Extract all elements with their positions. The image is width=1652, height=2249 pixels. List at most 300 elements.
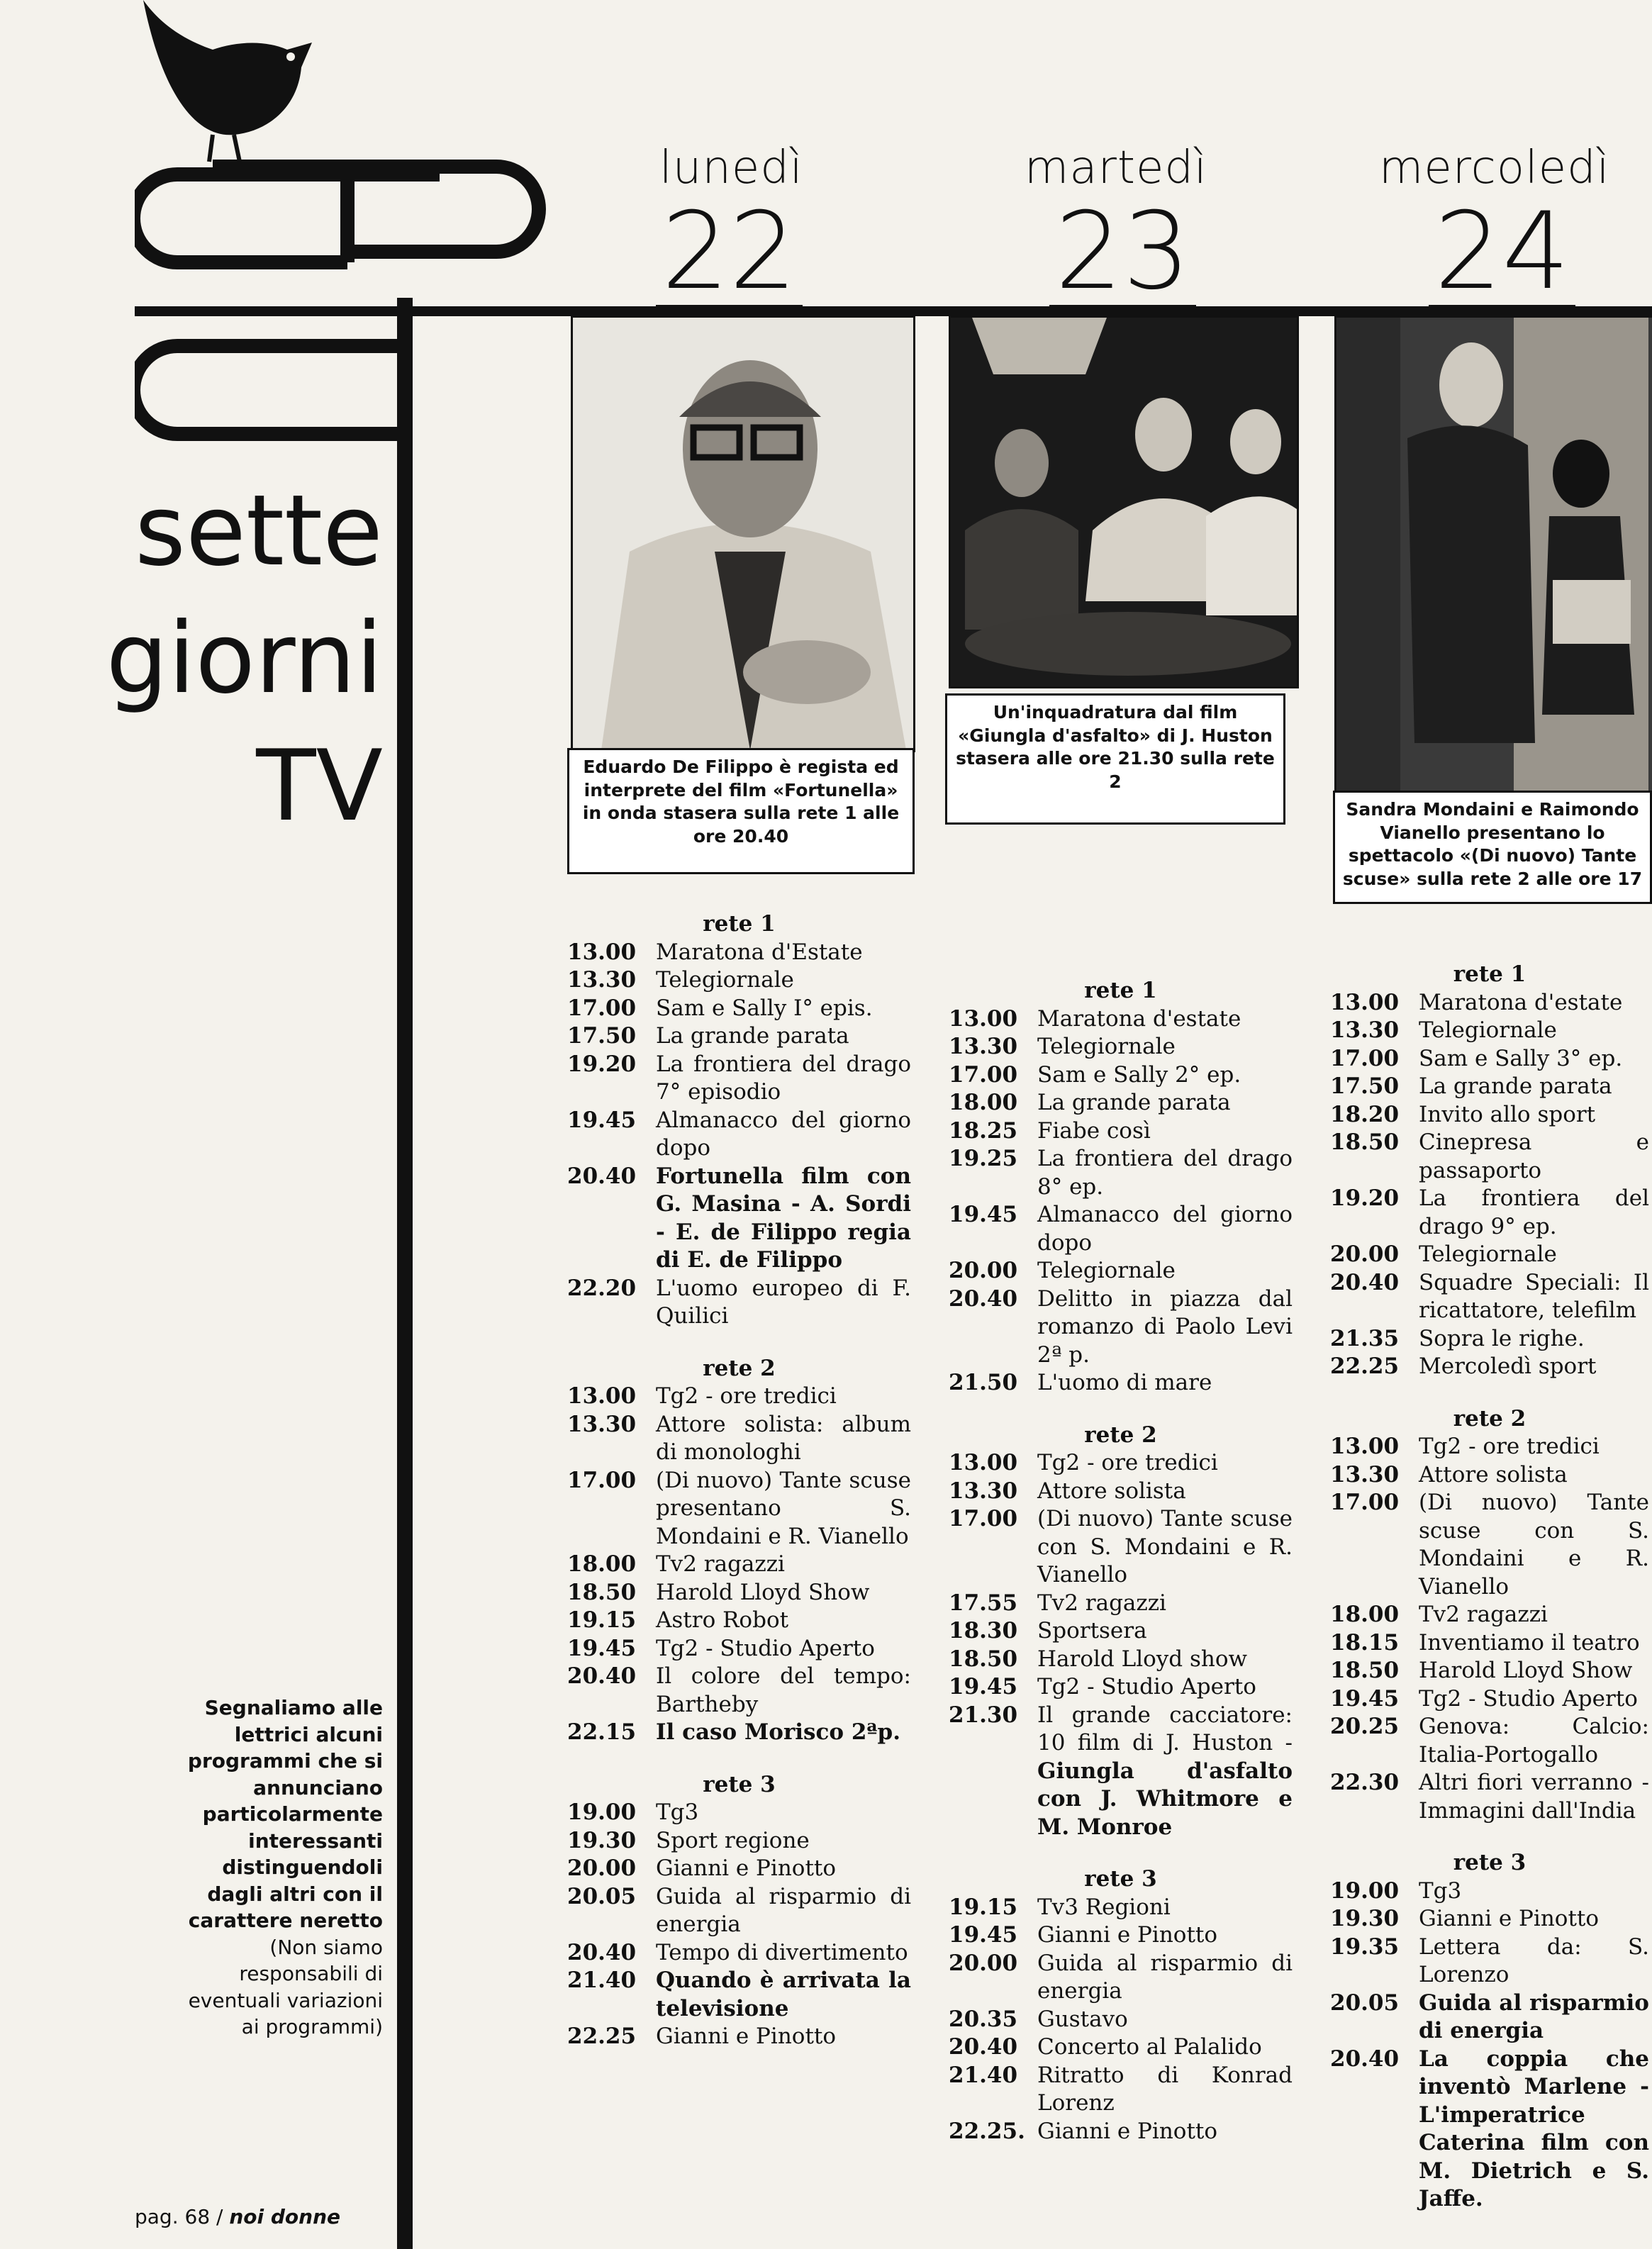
channel-heading: rete 1	[703, 911, 776, 937]
program-time: 19.25	[949, 1146, 1018, 1171]
program-time: 13.30	[949, 1478, 1018, 1504]
program-text: Attore solista: album di monologhi	[656, 1411, 911, 1465]
program-text: Tv3 Regioni	[1037, 1894, 1171, 1920]
program-title	[656, 1411, 911, 1467]
program-text: Delitto in piazza dal romanzo di Paolo Levi 2ª p.	[1037, 1285, 1293, 1368]
program-text: Guida al risparmio di energia	[1037, 1950, 1293, 2004]
day-name-monday: lunedì	[659, 142, 803, 194]
day-name-tuesday: martedì	[1025, 142, 1207, 194]
program-time: 20.00	[1330, 1241, 1400, 1267]
program-text: Almanacco del giorno dopo	[1037, 1202, 1293, 1256]
program-title	[656, 1579, 911, 1607]
program-time: 20.40	[1330, 2046, 1400, 2072]
program-time: 20.05	[1330, 1989, 1400, 2016]
program-row	[1330, 1489, 1649, 1601]
program-row	[949, 1950, 1293, 2006]
program-row	[567, 1275, 911, 1331]
program-row	[949, 1449, 1293, 1478]
program-row	[949, 1505, 1293, 1590]
program-text: Sportsera	[1037, 1618, 1147, 1644]
program-row	[949, 1673, 1293, 1702]
program-title	[1037, 1950, 1293, 2006]
program-title	[1037, 1005, 1293, 1034]
program-time: 20.00	[949, 1950, 1018, 1976]
program-time: 17.50	[567, 1023, 637, 1049]
program-time: 19.20	[567, 1051, 637, 1077]
program-title	[1037, 1257, 1293, 1285]
program-title	[1419, 1045, 1649, 1073]
program-row	[567, 1967, 911, 2023]
program-time: 20.35	[949, 2006, 1018, 2032]
program-title	[1037, 2033, 1293, 2062]
program-row	[949, 1894, 1293, 1922]
program-row	[567, 1799, 911, 1827]
program-row	[567, 1663, 911, 1719]
program-title	[656, 1107, 911, 1163]
program-text: Gianni e Pinotto	[1037, 2118, 1218, 2144]
program-text: Attore solista	[1037, 1478, 1186, 1504]
program-time: 13.00	[567, 1383, 637, 1409]
program-time: 22.30	[1330, 1770, 1400, 1795]
program-row	[949, 1617, 1293, 1646]
program-row	[1330, 1601, 1649, 1629]
program-row	[949, 1033, 1293, 1061]
program-time: 21.30	[949, 1702, 1018, 1728]
program-title	[656, 1275, 911, 1331]
program-text: La grande parata	[1419, 1073, 1612, 1099]
program-row	[1330, 2046, 1649, 2214]
program-text: Tg2 - Studio Aperto	[656, 1635, 875, 1661]
program-row	[567, 1855, 911, 1883]
program-time: 18.00	[567, 1551, 637, 1577]
portrait-illustration	[573, 318, 913, 750]
day-number-tuesday: 23	[1049, 199, 1196, 311]
day-name-wednesday: mercoledì	[1379, 142, 1610, 194]
program-title	[1419, 1877, 1649, 1906]
program-title	[1037, 1033, 1293, 1061]
channel-heading: rete 2	[1453, 1405, 1527, 1432]
program-text: Tg2 - ore tredici	[1419, 1434, 1600, 1459]
program-time: 13.00	[567, 939, 637, 965]
program-row	[1330, 1325, 1649, 1354]
program-title	[1419, 1129, 1649, 1185]
program-text: L'uomo di mare	[1037, 1370, 1212, 1395]
program-time: 17.00	[949, 1061, 1018, 1088]
program-row	[949, 1089, 1293, 1117]
program-text: Tg2 - Studio Aperto	[1419, 1685, 1638, 1712]
program-text: L'uomo europeo di F. Quilici	[656, 1275, 911, 1329]
program-title	[1037, 1617, 1293, 1646]
program-time: 19.35	[1330, 1933, 1400, 1960]
program-row	[949, 2033, 1293, 2062]
program-title	[656, 1051, 911, 1107]
program-text: Sam e Sally 2° ep.	[1037, 1061, 1241, 1088]
program-title	[1037, 1201, 1293, 1257]
program-title	[1037, 1702, 1293, 1842]
program-time: 18.50	[1330, 1658, 1400, 1683]
program-time: 17.00	[567, 1467, 637, 1493]
program-title	[1419, 989, 1649, 1017]
program-text: Maratona d'Estate	[656, 939, 863, 965]
program-text: Tg2 - ore tredici	[656, 1383, 837, 1409]
program-title	[1419, 1353, 1649, 1381]
program-time: 18.15	[1330, 1629, 1400, 1656]
program-row	[1330, 1241, 1649, 1269]
channel-heading: rete 1	[1453, 961, 1527, 987]
program-row	[1330, 1769, 1649, 1825]
program-row	[949, 1921, 1293, 1950]
program-time: 19.45	[949, 1202, 1018, 1227]
program-text: Gianni e Pinotto	[1037, 1922, 1218, 1948]
program-time: 19.45	[567, 1635, 637, 1661]
channel-heading: rete 3	[1453, 1850, 1527, 1875]
program-row	[1330, 989, 1649, 1017]
program-row	[949, 1061, 1293, 1090]
program-title	[1037, 1285, 1293, 1370]
program-time: 19.00	[1330, 1877, 1400, 1904]
program-time: 19.45	[949, 1922, 1018, 1948]
program-title	[1419, 1433, 1649, 1461]
program-text: Tempo di divertimento	[656, 1939, 908, 1965]
program-text: La frontiera del drago 8° ep.	[1037, 1146, 1293, 1200]
program-time: 22.20	[567, 1275, 637, 1301]
program-time: 17.55	[949, 1590, 1018, 1616]
program-text: Mercoledì sport	[1419, 1354, 1597, 1379]
program-text: Sam e Sally 3° ep.	[1419, 1045, 1623, 1071]
page-number: pag. 68 /	[135, 2205, 223, 2228]
program-time: 20.00	[567, 1855, 637, 1881]
program-time: 13.30	[567, 967, 637, 993]
program-row	[567, 1383, 911, 1411]
program-text: Sam e Sally I° epis.	[656, 995, 873, 1021]
program-title	[1037, 1117, 1293, 1146]
program-title	[1419, 1933, 1649, 1989]
program-row	[567, 1051, 911, 1107]
program-time: 20.40	[567, 1663, 637, 1689]
program-row	[1330, 1685, 1649, 1714]
program-row	[1330, 1877, 1649, 1906]
program-row	[567, 1107, 911, 1163]
program-title	[1419, 1101, 1649, 1129]
program-title	[656, 1827, 911, 1855]
program-row	[1330, 1713, 1649, 1769]
program-time: 20.40	[567, 1939, 637, 1965]
legend-note-text: Segnaliamo alle lettrici alcuni programmi che si annunciano particolarmente interessanti distinguendoli dagli altri con il carattere neretto	[187, 1696, 383, 1932]
program-row	[1330, 1073, 1649, 1101]
program-time: 17.00	[1330, 1045, 1400, 1071]
program-text: Tg3	[1419, 1877, 1462, 1904]
program-title	[1037, 1590, 1293, 1618]
program-row	[567, 1607, 911, 1635]
photo-giungla-dasfalto	[949, 316, 1299, 688]
program-row	[1330, 1905, 1649, 1933]
program-title	[1419, 2046, 1649, 2214]
program-title	[656, 1022, 911, 1051]
program-title	[1419, 1325, 1649, 1354]
day-number-wednesday: 24	[1429, 199, 1575, 311]
program-title	[656, 1883, 911, 1939]
program-text: Guida al risparmio di energia	[1419, 1989, 1649, 2043]
program-title	[656, 1967, 911, 2023]
program-title	[656, 1799, 911, 1827]
program-title	[656, 1607, 911, 1635]
channel-heading: rete 1	[1084, 978, 1157, 1003]
program-row	[949, 1369, 1293, 1397]
program-text: Fiabe così	[1037, 1117, 1151, 1144]
program-row	[949, 2006, 1293, 2034]
program-title	[1037, 1369, 1293, 1397]
magazine-name: noi donne	[229, 2205, 341, 2228]
program-text: Tg3	[656, 1799, 699, 1825]
program-title	[1419, 1629, 1649, 1658]
program-highlight: Giungla d'asfalto con J. Whitmore e M. Monroe	[1037, 1758, 1293, 1840]
program-time: 13.30	[567, 1411, 637, 1437]
program-row	[567, 1719, 911, 1747]
program-time: 17.00	[949, 1506, 1018, 1531]
program-title	[1037, 1921, 1293, 1950]
program-time: 19.20	[1330, 1185, 1400, 1211]
program-text: La coppia che inventò Marlene - L'imperatrice Caterina film con M. Dietrich e S. Jaffe.	[1419, 2046, 1649, 2211]
program-row	[567, 1939, 911, 1968]
program-text: Concerto al Palalido	[1037, 2034, 1262, 2060]
program-time: 21.35	[1330, 1325, 1400, 1351]
photo-eduardo-de-filippo	[571, 316, 915, 752]
program-title	[1419, 1713, 1649, 1769]
program-text: Genova: Calcio: Italia-Portogallo	[1419, 1714, 1649, 1768]
program-row	[567, 1551, 911, 1579]
program-text: Lettera da: S. Lorenzo	[1419, 1933, 1649, 1987]
program-title	[1419, 1769, 1649, 1825]
program-row	[949, 2062, 1293, 2118]
program-time: 18.00	[1330, 1602, 1400, 1627]
program-text: Maratona d'estate	[1419, 989, 1623, 1015]
channel-heading: rete 2	[703, 1355, 776, 1381]
program-row	[567, 1411, 911, 1467]
header-rule	[135, 306, 1652, 316]
program-time: 18.50	[1330, 1129, 1400, 1155]
program-text: Sopra le righe.	[1419, 1325, 1585, 1351]
program-time: 20.40	[949, 1285, 1018, 1312]
program-time: 19.30	[567, 1827, 637, 1853]
program-text: La frontiera del drago 7° episodio	[656, 1051, 911, 1105]
program-time: 22.25	[1330, 1354, 1400, 1379]
channel-heading: rete 3	[1084, 1866, 1157, 1892]
program-text: Harold Lloyd show	[1037, 1646, 1248, 1672]
program-time: 21.50	[949, 1370, 1018, 1395]
program-title	[656, 1663, 911, 1719]
program-title	[1419, 1073, 1649, 1101]
program-text: Tv2 ragazzi	[1037, 1590, 1166, 1616]
program-text: Inventiamo il teatro	[1419, 1629, 1640, 1656]
program-title	[1037, 1478, 1293, 1506]
program-row	[949, 1702, 1293, 1842]
caption-wednesday: Sandra Mondaini e Raimondo Vianello presentano lo spettacolo «(Di nuovo) Tante scuse» sulla rete 2 alle ore 17	[1333, 791, 1652, 904]
title-line-tv: TV	[256, 729, 383, 843]
program-title	[1419, 1017, 1649, 1045]
day-number-monday: 22	[656, 199, 803, 311]
program-time: 19.00	[567, 1799, 637, 1825]
program-row	[567, 1635, 911, 1663]
program-title	[656, 1939, 911, 1968]
program-title	[1419, 1905, 1649, 1933]
show-still-illustration	[1336, 318, 1652, 793]
program-time: 19.45	[949, 1674, 1018, 1700]
program-text: Tg2 - ore tredici	[1037, 1450, 1218, 1475]
program-text: Tg2 - Studio Aperto	[1037, 1674, 1256, 1700]
program-title	[656, 966, 911, 995]
program-title	[1419, 1489, 1649, 1601]
program-row	[567, 1579, 911, 1607]
program-title	[1037, 1505, 1293, 1590]
program-title	[656, 1467, 911, 1551]
program-text: Fortunella film con G. Masina - A. Sordi - E. de Filippo regia di E. de Filippo	[656, 1163, 911, 1273]
program-time: 20.40	[567, 1163, 637, 1189]
program-text: Altri fiori verranno - Immagini dall'India	[1419, 1770, 1649, 1824]
program-time: 18.00	[949, 1090, 1018, 1115]
program-time: 22.15	[567, 1719, 637, 1745]
program-time: 20.00	[949, 1258, 1018, 1283]
program-row	[949, 1590, 1293, 1618]
schedule-tuesday	[949, 977, 1293, 2145]
program-time: 21.40	[949, 2062, 1018, 2088]
program-row	[1330, 1433, 1649, 1461]
program-text: Telegiornale	[1037, 1258, 1176, 1283]
program-text: Gustavo	[1037, 2006, 1128, 2032]
program-row	[949, 1285, 1293, 1370]
program-row	[949, 1478, 1293, 1506]
program-row	[1330, 1933, 1649, 1989]
program-time: 18.25	[949, 1117, 1018, 1144]
program-row	[1330, 1129, 1649, 1185]
program-row	[567, 1163, 911, 1275]
program-title	[1037, 1894, 1293, 1922]
program-row	[1330, 1353, 1649, 1381]
program-text: Astro Robot	[656, 1607, 789, 1633]
program-text: La grande parata	[656, 1023, 849, 1049]
program-title	[1419, 1269, 1649, 1325]
program-text: Ritratto di Konrad Lorenz	[1037, 2062, 1293, 2116]
program-text: Almanacco del giorno dopo	[656, 1107, 911, 1161]
program-time: 21.40	[567, 1968, 637, 1993]
program-title	[1419, 1601, 1649, 1629]
program-title	[1037, 1145, 1293, 1201]
program-text: La grande parata	[1037, 1090, 1231, 1115]
program-title	[1037, 1646, 1293, 1674]
program-row	[1330, 1045, 1649, 1073]
program-text: Telegiornale	[1419, 1241, 1557, 1267]
program-text: Telegiornale	[1037, 1034, 1176, 1059]
program-time: 13.30	[1330, 1461, 1400, 1488]
program-text: Telegiornale	[656, 967, 794, 993]
program-time: 13.00	[1330, 989, 1400, 1015]
program-row	[567, 1883, 911, 1939]
program-time: 19.45	[567, 1107, 637, 1133]
program-title	[1037, 2118, 1293, 2146]
program-title	[656, 1855, 911, 1883]
program-row	[1330, 1629, 1649, 1658]
program-row	[567, 2023, 911, 2051]
program-time: 18.20	[1330, 1101, 1400, 1127]
program-row	[1330, 1657, 1649, 1685]
program-text: Cinepresa e passaporto	[1419, 1129, 1649, 1183]
caption-monday: Eduardo De Filippo è regista ed interprete del film «Fortunella» in onda stasera sulla rete 1 alle ore 20.40	[567, 748, 915, 874]
program-time: 19.30	[1330, 1906, 1400, 1931]
program-title	[1419, 1685, 1649, 1714]
caption-tuesday: Un'inquadratura dal film «Giungla d'asfalto» di J. Huston stasera alle ore 21.30 sulla rete 2	[945, 693, 1285, 825]
program-time: 18.30	[949, 1618, 1018, 1644]
program-time: 17.50	[1330, 1073, 1400, 1099]
program-row	[1330, 1185, 1649, 1241]
program-time: 13.00	[1330, 1434, 1400, 1459]
program-row	[949, 1117, 1293, 1146]
program-time: 18.50	[567, 1579, 637, 1605]
program-text: Gianni e Pinotto	[656, 1855, 837, 1881]
program-time: 20.40	[949, 2034, 1018, 2060]
program-text: Tv2 ragazzi	[656, 1551, 785, 1577]
program-time: 19.15	[949, 1894, 1018, 1920]
program-title	[656, 995, 911, 1023]
channel-heading: rete 3	[703, 1771, 776, 1797]
program-time: 20.05	[567, 1883, 637, 1909]
program-text: Invito allo sport	[1419, 1101, 1596, 1127]
program-text: (Di nuovo) Tante scuse con S. Mondaini e R. Vianello	[1419, 1490, 1649, 1600]
program-time: 13.30	[1330, 1017, 1400, 1043]
program-time: 18.50	[949, 1646, 1018, 1672]
program-text: Maratona d'estate	[1037, 1005, 1241, 1032]
program-text: Quando è arrivata la televisione	[656, 1968, 911, 2021]
legend-disclaimer: (Non siamo responsabili di eventuali variazioni ai programmi)	[188, 1935, 383, 2038]
program-text: Guida al risparmio di energia	[656, 1883, 911, 1937]
program-row	[567, 939, 911, 967]
program-text: Gianni e Pinotto	[656, 2024, 837, 2049]
program-text: (Di nuovo) Tante scuse con S. Mondaini e R. Vianello	[1037, 1506, 1293, 1587]
title-line-sette: sette	[135, 474, 383, 588]
program-time: 20.40	[1330, 1269, 1400, 1295]
program-row	[1330, 1269, 1649, 1325]
legend-note	[170, 1695, 383, 2041]
paperclip-loop-shape	[135, 152, 560, 323]
schedule-wednesday	[1330, 961, 1649, 2214]
program-text: Attore solista	[1419, 1461, 1568, 1488]
program-title	[656, 1635, 911, 1663]
program-time: 17.00	[567, 995, 637, 1021]
program-title	[656, 939, 911, 967]
program-title	[1037, 1673, 1293, 1702]
program-row	[1330, 1017, 1649, 1045]
program-row	[1330, 1989, 1649, 2046]
program-row	[949, 1145, 1293, 1201]
program-text: (Di nuovo) Tante scuse presentano S. Mondaini e R. Vianello	[656, 1467, 911, 1549]
program-row	[949, 1257, 1293, 1285]
photo-mondaini-vianello	[1334, 316, 1652, 795]
program-title	[1419, 1989, 1649, 2046]
program-row	[949, 2118, 1293, 2146]
program-row	[949, 1201, 1293, 1257]
program-time: 19.45	[1330, 1685, 1400, 1712]
program-title	[1037, 1089, 1293, 1117]
program-title	[1419, 1657, 1649, 1685]
program-text: Il grande cacciatore: 10 film di J. Huston -	[1037, 1702, 1293, 1756]
program-title	[1419, 1241, 1649, 1269]
program-row	[567, 1827, 911, 1855]
program-row	[567, 1467, 911, 1551]
program-title	[1419, 1185, 1649, 1241]
program-time: 19.15	[567, 1607, 637, 1633]
channel-heading: rete 2	[1084, 1422, 1157, 1448]
page-footer	[135, 2205, 340, 2228]
program-text: Il caso Morisco 2ªp.	[656, 1719, 900, 1745]
program-row	[949, 1005, 1293, 1034]
